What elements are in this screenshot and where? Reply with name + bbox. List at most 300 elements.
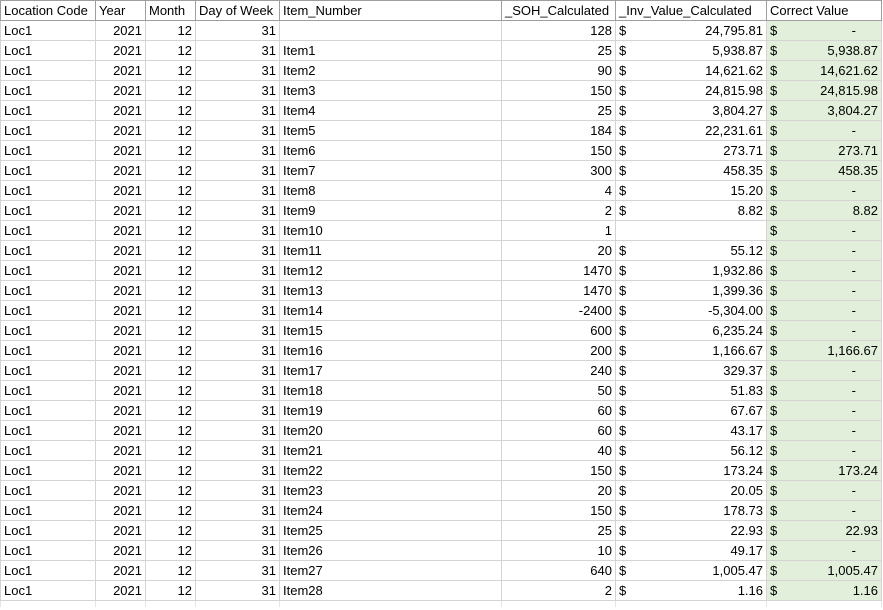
cell-item-number[interactable]: Item11 [280,241,502,261]
cell-item-number[interactable]: Item7 [280,161,502,181]
cell-location-code[interactable]: Loc1 [1,501,96,521]
cell-soh-calculated[interactable]: 128 [502,21,616,41]
cell-year[interactable]: 2021 [96,541,146,561]
cell-location-code[interactable]: Loc1 [1,321,96,341]
cell-day-of-week[interactable]: 31 [196,221,280,241]
cell-correct-value[interactable] [767,241,882,261]
inv-value: 3,804.27 [712,103,763,118]
cell-month[interactable]: 12 [146,381,196,401]
cell-year[interactable]: 2021 [96,401,146,421]
empty-cell[interactable] [767,601,882,608]
cell-correct-value[interactable] [767,161,882,181]
cell-month[interactable]: 12 [146,401,196,421]
cell-month[interactable]: 12 [146,341,196,361]
cell-day-of-week[interactable]: 31 [196,201,280,221]
table-row [1,321,882,341]
correct-value: 14,621.62 [820,63,878,78]
cell-inv-value-calculated[interactable] [616,521,767,541]
cell-inv-value-calculated[interactable] [616,101,767,121]
cell-year[interactable]: 2021 [96,281,146,301]
currency-symbol: $ [619,263,627,278]
cell-year[interactable]: 2021 [96,581,146,601]
cell-year[interactable]: 2021 [96,501,146,521]
cell-correct-value[interactable] [767,41,882,61]
cell-day-of-week[interactable]: 31 [196,261,280,281]
cell-correct-value[interactable] [767,421,882,441]
cell-inv-value-calculated[interactable] [616,81,767,101]
currency-symbol: $ [770,263,778,278]
cell-month[interactable]: 12 [146,441,196,461]
cell-item-number[interactable]: Item23 [280,481,502,501]
header-location-code[interactable]: Location Code [1,1,96,21]
cell-location-code[interactable]: Loc1 [1,301,96,321]
cell-location-code[interactable]: Loc1 [1,101,96,121]
cell-day-of-week[interactable]: 31 [196,81,280,101]
cell-month[interactable]: 12 [146,201,196,221]
cell-year[interactable]: 2021 [96,361,146,381]
cell-soh-calculated[interactable]: 25 [502,41,616,61]
cell-location-code[interactable]: Loc1 [1,41,96,61]
table-row [1,161,882,181]
cell-year[interactable]: 2021 [96,421,146,441]
cell-inv-value-calculated[interactable] [616,241,767,261]
cell-inv-value-calculated[interactable] [616,121,767,141]
correct-value: 22.93 [845,523,878,538]
cell-year[interactable]: 2021 [96,321,146,341]
cell-month[interactable]: 12 [146,521,196,541]
cell-month[interactable]: 12 [146,21,196,41]
header-soh-calculated[interactable]: _SOH_Calculated [502,1,616,21]
cell-soh-calculated[interactable]: 1 [502,221,616,241]
cell-item-number[interactable]: Item6 [280,141,502,161]
cell-month[interactable]: 12 [146,461,196,481]
cell-soh-calculated[interactable]: 20 [502,241,616,261]
cell-soh-calculated[interactable]: 10 [502,541,616,561]
cell-day-of-week[interactable]: 31 [196,541,280,561]
inv-value: 24,815.98 [705,83,763,98]
cell-month[interactable]: 12 [146,421,196,441]
cell-item-number[interactable]: Item14 [280,301,502,321]
currency-symbol: $ [770,143,778,158]
cell-inv-value-calculated[interactable] [616,461,767,481]
currency-symbol: $ [619,343,627,358]
currency-symbol: $ [619,443,627,458]
cell-day-of-week[interactable]: 31 [196,101,280,121]
cell-item-number[interactable]: Item18 [280,381,502,401]
cell-soh-calculated[interactable]: 240 [502,361,616,381]
cell-day-of-week[interactable]: 31 [196,301,280,321]
cell-location-code[interactable]: Loc1 [1,481,96,501]
currency-symbol: $ [619,103,627,118]
cell-soh-calculated[interactable]: 300 [502,161,616,181]
cell-year[interactable]: 2021 [96,61,146,81]
currency-symbol: $ [619,283,627,298]
cell-item-number[interactable]: Item28 [280,581,502,601]
cell-item-number[interactable]: Item22 [280,461,502,481]
currency-symbol: $ [770,563,778,578]
cell-location-code[interactable]: Loc1 [1,341,96,361]
correct-value: 24,815.98 [820,83,878,98]
cell-item-number[interactable]: Item8 [280,181,502,201]
correct-value: 5,938.87 [827,43,878,58]
cell-inv-value-calculated[interactable] [616,61,767,81]
cell-correct-value[interactable] [767,201,882,221]
cell-day-of-week[interactable]: 31 [196,41,280,61]
cell-month[interactable]: 12 [146,301,196,321]
cell-year[interactable]: 2021 [96,301,146,321]
cell-soh-calculated[interactable]: -2400 [502,301,616,321]
cell-year[interactable]: 2021 [96,221,146,241]
cell-day-of-week[interactable]: 31 [196,121,280,141]
cell-correct-value[interactable] [767,541,882,561]
cell-location-code[interactable]: Loc1 [1,61,96,81]
cell-month[interactable]: 12 [146,81,196,101]
cell-inv-value-calculated[interactable] [616,221,767,241]
cell-location-code[interactable]: Loc1 [1,221,96,241]
cell-location-code[interactable]: Loc1 [1,281,96,301]
table-row [1,581,882,601]
cell-soh-calculated[interactable]: 150 [502,461,616,481]
cell-soh-calculated[interactable]: 600 [502,321,616,341]
cell-location-code[interactable]: Loc1 [1,201,96,221]
currency-symbol: $ [619,323,627,338]
table-row [1,521,882,541]
empty-cell[interactable] [502,601,616,608]
cell-inv-value-calculated[interactable] [616,581,767,601]
cell-day-of-week[interactable]: 31 [196,141,280,161]
cell-location-code[interactable]: Loc1 [1,241,96,261]
cell-soh-calculated[interactable]: 60 [502,421,616,441]
cell-year[interactable]: 2021 [96,521,146,541]
cell-month[interactable]: 12 [146,61,196,81]
inv-value: 1,399.36 [712,283,763,298]
cell-item-number[interactable]: Item26 [280,541,502,561]
cell-location-code[interactable]: Loc1 [1,161,96,181]
cell-month[interactable]: 12 [146,281,196,301]
cell-soh-calculated[interactable]: 1470 [502,281,616,301]
cell-correct-value[interactable] [767,101,882,121]
cell-month[interactable]: 12 [146,361,196,381]
cell-month[interactable]: 12 [146,541,196,561]
currency-symbol: $ [619,203,627,218]
currency-symbol: $ [619,583,627,598]
cell-item-number[interactable] [280,21,502,41]
cell-correct-value[interactable] [767,141,882,161]
empty-cell[interactable] [196,601,280,608]
header-item-number[interactable]: Item_Number [280,1,502,21]
cell-inv-value-calculated[interactable] [616,481,767,501]
cell-location-code[interactable]: Loc1 [1,121,96,141]
cell-month[interactable]: 12 [146,481,196,501]
cell-location-code[interactable]: Loc1 [1,521,96,541]
cell-correct-value[interactable] [767,581,882,601]
cell-inv-value-calculated[interactable] [616,341,767,361]
cell-correct-value[interactable] [767,81,882,101]
cell-inv-value-calculated[interactable] [616,41,767,61]
cell-day-of-week[interactable]: 31 [196,521,280,541]
inv-value: 1.16 [737,583,763,598]
cell-correct-value[interactable] [767,321,882,341]
table-row [1,201,882,221]
header-inv-value-calculated[interactable]: _Inv_Value_Calculated [616,1,767,21]
cell-correct-value[interactable] [767,521,882,541]
correct-value: - [851,423,856,438]
currency-symbol: $ [619,363,627,378]
cell-inv-value-calculated[interactable] [616,421,767,441]
correct-value: - [851,363,856,378]
currency-symbol: $ [770,103,778,118]
cell-soh-calculated[interactable]: 200 [502,341,616,361]
cell-year[interactable]: 2021 [96,201,146,221]
cell-soh-calculated[interactable]: 4 [502,181,616,201]
cell-day-of-week[interactable]: 31 [196,381,280,401]
cell-month[interactable]: 12 [146,501,196,521]
cell-month[interactable]: 12 [146,161,196,181]
cell-soh-calculated[interactable]: 20 [502,481,616,501]
cell-day-of-week[interactable]: 31 [196,21,280,41]
cell-soh-calculated[interactable]: 50 [502,381,616,401]
cell-day-of-week[interactable]: 31 [196,581,280,601]
cell-year[interactable]: 2021 [96,261,146,281]
cell-item-number[interactable]: Item19 [280,401,502,421]
cell-location-code[interactable]: Loc1 [1,441,96,461]
cell-item-number[interactable]: Item9 [280,201,502,221]
cell-month[interactable]: 12 [146,561,196,581]
cell-day-of-week[interactable]: 31 [196,181,280,201]
cell-month[interactable]: 12 [146,181,196,201]
cell-month[interactable]: 12 [146,241,196,261]
currency-symbol: $ [770,583,778,598]
table-row [1,441,882,461]
cell-correct-value[interactable] [767,361,882,381]
currency-symbol: $ [770,523,778,538]
cell-location-code[interactable]: Loc1 [1,361,96,381]
cell-item-number[interactable]: Item1 [280,41,502,61]
currency-symbol: $ [619,43,627,58]
cell-month[interactable]: 12 [146,141,196,161]
cell-correct-value[interactable] [767,461,882,481]
currency-symbol: $ [770,83,778,98]
cell-inv-value-calculated[interactable] [616,381,767,401]
cell-inv-value-calculated[interactable] [616,21,767,41]
cell-inv-value-calculated[interactable] [616,321,767,341]
cell-day-of-week[interactable]: 31 [196,281,280,301]
empty-cell[interactable] [616,601,767,608]
header-month[interactable]: Month [146,1,196,21]
cell-soh-calculated[interactable]: 60 [502,401,616,421]
correct-value: - [851,243,856,258]
currency-symbol: $ [619,523,627,538]
cell-inv-value-calculated[interactable] [616,281,767,301]
cell-item-number[interactable]: Item5 [280,121,502,141]
cell-inv-value-calculated[interactable] [616,301,767,321]
cell-item-number[interactable]: Item24 [280,501,502,521]
cell-inv-value-calculated[interactable] [616,401,767,421]
cell-inv-value-calculated[interactable] [616,261,767,281]
header-day-of-week[interactable]: Day of Week [196,1,280,21]
cell-item-number[interactable]: Item15 [280,321,502,341]
cell-item-number[interactable]: Item21 [280,441,502,461]
cell-correct-value[interactable] [767,481,882,501]
cell-day-of-week[interactable]: 31 [196,421,280,441]
cell-day-of-week[interactable]: 31 [196,241,280,261]
cell-day-of-week[interactable]: 31 [196,361,280,381]
table-body [1,21,882,608]
cell-item-number[interactable]: Item25 [280,521,502,541]
inv-value: 55.12 [730,243,763,258]
cell-year[interactable]: 2021 [96,341,146,361]
cell-location-code[interactable]: Loc1 [1,181,96,201]
currency-symbol: $ [770,203,778,218]
cell-soh-calculated[interactable]: 150 [502,81,616,101]
cell-correct-value[interactable] [767,441,882,461]
cell-correct-value[interactable] [767,561,882,581]
cell-month[interactable]: 12 [146,41,196,61]
cell-location-code[interactable]: Loc1 [1,261,96,281]
cell-soh-calculated[interactable]: 2 [502,201,616,221]
cell-inv-value-calculated[interactable] [616,141,767,161]
cell-soh-calculated[interactable]: 2 [502,581,616,601]
cell-soh-calculated[interactable]: 25 [502,101,616,121]
cell-location-code[interactable]: Loc1 [1,81,96,101]
cell-day-of-week[interactable]: 31 [196,481,280,501]
cell-month[interactable]: 12 [146,261,196,281]
cell-location-code[interactable]: Loc1 [1,381,96,401]
cell-day-of-week[interactable]: 31 [196,401,280,421]
table-row [1,121,882,141]
cell-inv-value-calculated[interactable] [616,541,767,561]
cell-correct-value[interactable] [767,221,882,241]
cell-soh-calculated[interactable]: 150 [502,141,616,161]
cell-correct-value[interactable] [767,61,882,81]
cell-item-number[interactable]: Item13 [280,281,502,301]
cell-year[interactable]: 2021 [96,241,146,261]
cell-year[interactable]: 2021 [96,81,146,101]
cell-day-of-week[interactable]: 31 [196,441,280,461]
cell-location-code[interactable]: Loc1 [1,461,96,481]
cell-location-code[interactable]: Loc1 [1,561,96,581]
currency-symbol: $ [619,543,627,558]
correct-value: - [851,503,856,518]
cell-correct-value[interactable] [767,261,882,281]
cell-month[interactable]: 12 [146,101,196,121]
cell-day-of-week[interactable]: 31 [196,561,280,581]
cell-correct-value[interactable] [767,281,882,301]
cell-month[interactable]: 12 [146,121,196,141]
currency-symbol: $ [770,383,778,398]
correct-value: 1,005.47 [827,563,878,578]
cell-month[interactable]: 12 [146,321,196,341]
cell-correct-value[interactable] [767,181,882,201]
cell-inv-value-calculated[interactable] [616,201,767,221]
cell-item-number[interactable]: Item16 [280,341,502,361]
cell-year[interactable]: 2021 [96,121,146,141]
cell-year[interactable]: 2021 [96,481,146,501]
cell-item-number[interactable]: Item3 [280,81,502,101]
inv-value: 1,005.47 [712,563,763,578]
cell-year[interactable]: 2021 [96,101,146,121]
cell-item-number[interactable]: Item2 [280,61,502,81]
cell-day-of-week[interactable]: 31 [196,321,280,341]
cell-item-number[interactable]: Item20 [280,421,502,441]
cell-item-number[interactable]: Item12 [280,261,502,281]
cell-location-code[interactable]: Loc1 [1,581,96,601]
header-row [1,1,882,21]
cell-soh-calculated[interactable]: 1470 [502,261,616,281]
cell-location-code[interactable]: Loc1 [1,541,96,561]
cell-location-code[interactable]: Loc1 [1,21,96,41]
cell-item-number[interactable]: Item10 [280,221,502,241]
cell-day-of-week[interactable]: 31 [196,161,280,181]
cell-inv-value-calculated[interactable] [616,561,767,581]
cell-day-of-week[interactable]: 31 [196,61,280,81]
cell-month[interactable]: 12 [146,221,196,241]
cell-year[interactable]: 2021 [96,181,146,201]
cell-correct-value[interactable] [767,501,882,521]
cell-year[interactable]: 2021 [96,161,146,181]
cell-inv-value-calculated[interactable] [616,441,767,461]
cell-year[interactable]: 2021 [96,441,146,461]
empty-cell[interactable] [146,601,196,608]
empty-cell[interactable] [1,601,96,608]
table-row [1,101,882,121]
currency-symbol: $ [619,403,627,418]
empty-cell[interactable] [96,601,146,608]
empty-cell[interactable] [280,601,502,608]
cell-correct-value[interactable] [767,401,882,421]
cell-soh-calculated[interactable]: 25 [502,521,616,541]
cell-soh-calculated[interactable]: 640 [502,561,616,581]
cell-location-code[interactable]: Loc1 [1,401,96,421]
cell-item-number[interactable]: Item4 [280,101,502,121]
cell-inv-value-calculated[interactable] [616,501,767,521]
cell-correct-value[interactable] [767,21,882,41]
table-row [1,561,882,581]
cell-year[interactable]: 2021 [96,21,146,41]
cell-inv-value-calculated[interactable] [616,361,767,381]
cell-day-of-week[interactable]: 31 [196,341,280,361]
cell-soh-calculated[interactable]: 90 [502,61,616,81]
cell-location-code[interactable]: Loc1 [1,421,96,441]
cell-year[interactable]: 2021 [96,561,146,581]
cell-correct-value[interactable] [767,301,882,321]
correct-value: - [851,443,856,458]
currency-symbol: $ [770,63,778,78]
header-year[interactable]: Year [96,1,146,21]
currency-symbol: $ [770,163,778,178]
cell-year[interactable]: 2021 [96,141,146,161]
cell-item-number[interactable]: Item27 [280,561,502,581]
cell-day-of-week[interactable]: 31 [196,461,280,481]
cell-soh-calculated[interactable]: 150 [502,501,616,521]
cell-item-number[interactable]: Item17 [280,361,502,381]
cell-location-code[interactable]: Loc1 [1,141,96,161]
cell-correct-value[interactable] [767,381,882,401]
cell-inv-value-calculated[interactable] [616,161,767,181]
cell-soh-calculated[interactable]: 40 [502,441,616,461]
cell-correct-value[interactable] [767,341,882,361]
cell-inv-value-calculated[interactable] [616,181,767,201]
cell-year[interactable]: 2021 [96,41,146,61]
correct-value: - [851,23,856,38]
cell-correct-value[interactable] [767,121,882,141]
cell-year[interactable]: 2021 [96,461,146,481]
header-correct-value[interactable]: Correct Value [767,1,882,21]
cell-month[interactable]: 12 [146,581,196,601]
cell-day-of-week[interactable]: 31 [196,501,280,521]
cell-soh-calculated[interactable]: 184 [502,121,616,141]
cell-year[interactable]: 2021 [96,381,146,401]
